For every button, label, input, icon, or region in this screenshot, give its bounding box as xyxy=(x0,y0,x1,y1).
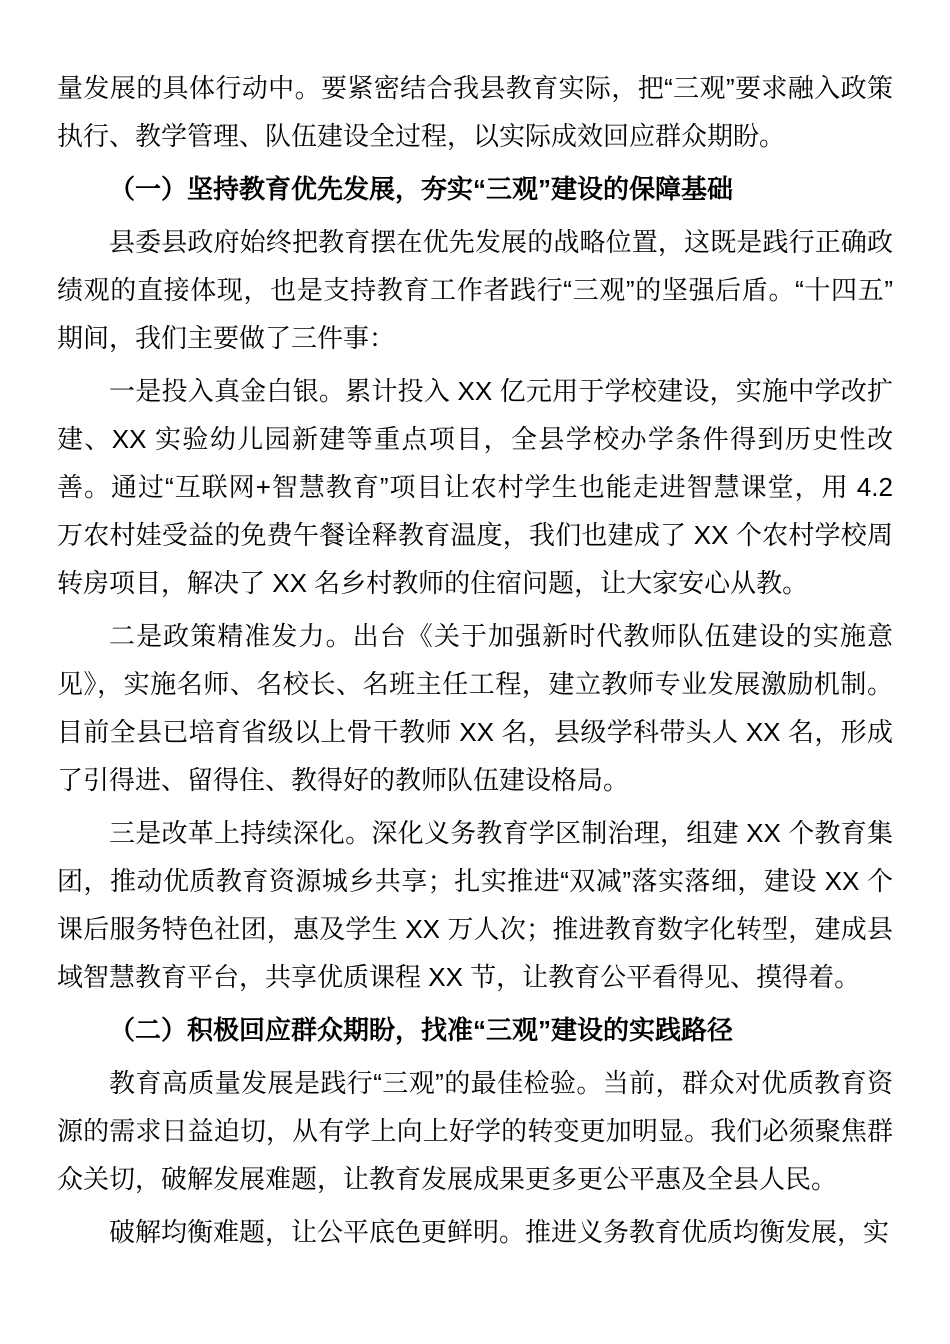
paragraph: 三是改革上持续深化。深化义务教育学区制治理，组建 XX 个教育集团，推动优质教育资源城乡共享；扎实推进“双减”落实落细，建设 XX 个课后服务特色社团，惠及学生 XX 万人次；推进教育数字化转型，建成县域智慧教育平台，共享优质课程 XX 节，让教育公平看得见、摸得着。 xyxy=(57,818,893,992)
paragraph: 一是投入真金白银。累计投入 XX 亿元用于学校建设，实施中学改扩建、XX 实验幼儿园新建等重点项目，全县学校办学条件得到历史性改善。通过“互联网+智慧教育”项目让农村学生也能走进智慧课堂，用 4.2 万农村娃受益的免费午餐诠释教育温度，我们也建成了 XX 个农村学校周转房项目，解决了 XX 名乡村教师的住宿问题，让大家安心从教。 xyxy=(57,376,893,598)
document-body xyxy=(57,64,893,1256)
paragraph: 教育高质量发展是践行“三观”的最佳检验。当前，群众对优质教育资源的需求日益迫切，从有学上向上好学的转变更加明显。我们必须聚焦群众关切，破解发展难题，让教育发展成果更多更公平惠及全县人民。 xyxy=(57,1068,893,1194)
paragraph: 县委县政府始终把教育摆在优先发展的战略位置，这既是践行正确政绩观的直接体现，也是支持教育工作者践行“三观”的坚强后盾。“十四五”期间，我们主要做了三件事： xyxy=(57,227,893,353)
section-heading: （一）坚持教育优先发展，夯实“三观”建设的保障基础 xyxy=(109,174,734,204)
section-heading: （二）积极回应群众期盼，找准“三观”建设的实践路径 xyxy=(109,1015,734,1045)
paragraph: 破解均衡难题，让公平底色更鲜明。推进义务教育优质均衡发展，实 xyxy=(109,1217,890,1247)
paragraph: 二是政策精准发力。出台《关于加强新时代教师队伍建设的实施意见》，实施名师、名校长、名班主任工程，建立教师专业发展激励机制。目前全县已培育省级以上骨干教师 XX 名，县级学科带头人 XX 名，形成了引得进、留得住、教得好的教师队伍建设格局。 xyxy=(57,621,893,795)
paragraph: 量发展的具体行动中。要紧密结合我县教育实际，把“三观”要求融入政策执行、教学管理、队伍建设全过程，以实际成效回应群众期盼。 xyxy=(57,73,893,151)
